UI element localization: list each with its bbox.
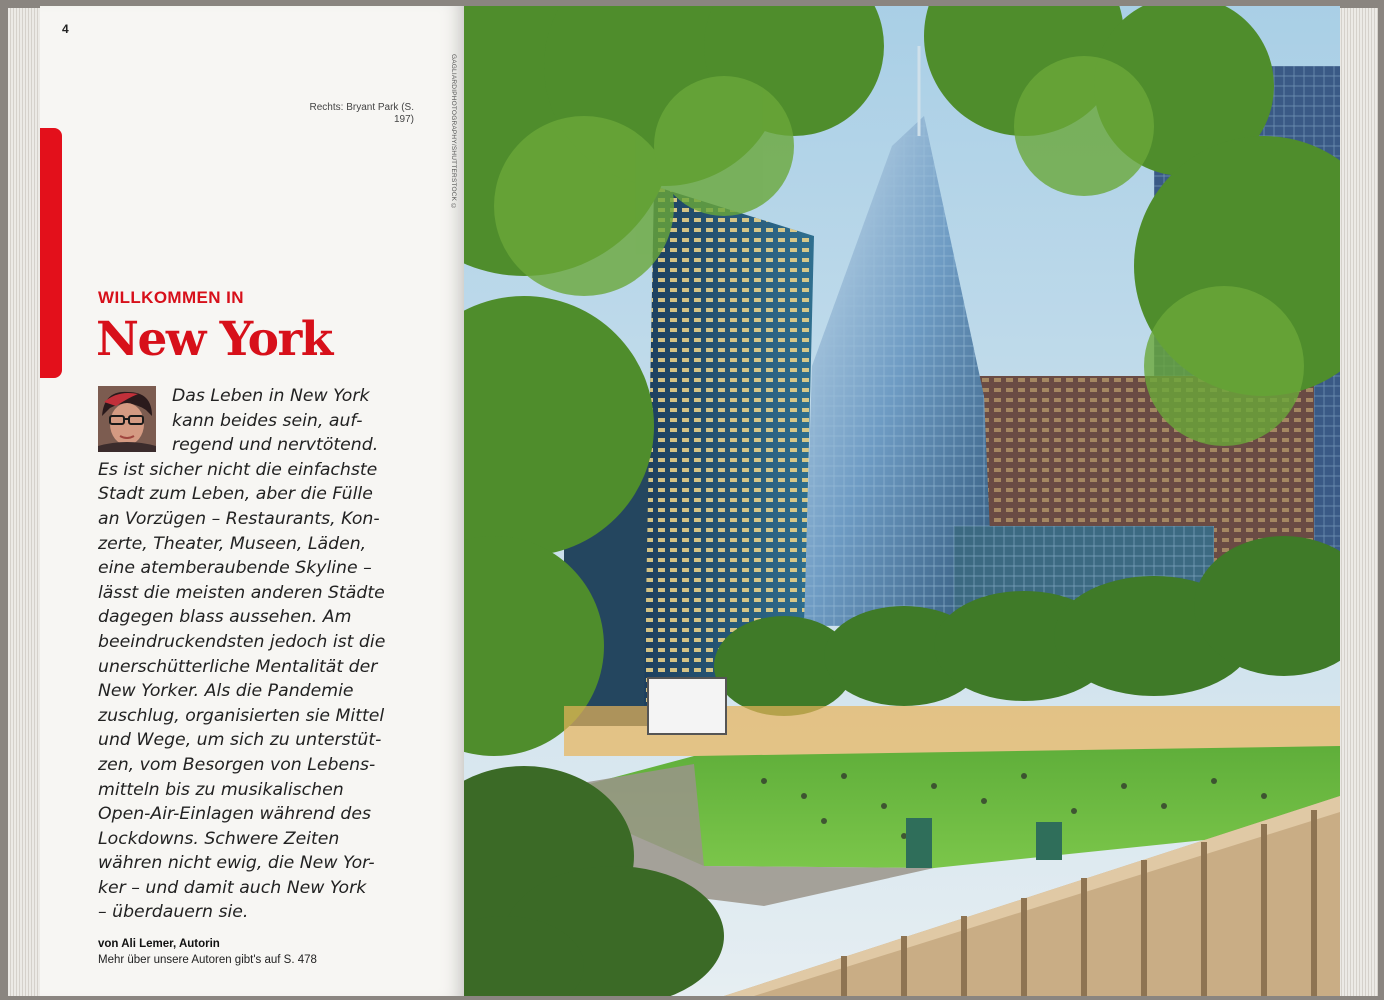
intro-line: dagegen blass aussehen. Am — [98, 607, 352, 628]
intro-line: beeindruckendsten jedoch ist die — [98, 631, 386, 652]
city-title: New York — [96, 312, 332, 367]
intro-line: währen nicht ewig, die New Yor- — [98, 853, 375, 874]
intro-line: an Vorzügen – Restaurants, Kon- — [98, 508, 380, 529]
chapter-tab — [40, 128, 62, 378]
intro-line: ker – und damit auch New York — [98, 877, 367, 898]
welcome-kicker: WILLKOMMEN IN — [98, 288, 244, 307]
intro-line: zen, vom Besorgen von Lebens- — [98, 754, 376, 775]
intro-line: Open-Air-Einlagen während des — [98, 804, 371, 825]
intro-line: Das Leben in New York — [172, 386, 370, 406]
intro-line: Lockdowns. Schwere Zeiten — [98, 828, 340, 849]
intro-line: kann beides sein, auf- — [172, 410, 363, 431]
intro-line: zuschlug, organisierten sie Mittel — [98, 705, 385, 726]
intro-line: mitteln bis zu musikalischen — [98, 779, 344, 800]
author-byline: von Ali Lemer, Autorin — [98, 938, 220, 950]
intro-text — [98, 384, 423, 925]
photo-caption: Rechts: Bryant Park (S. 197) — [309, 102, 414, 125]
intro-line: unerschütterliche Mentalität der — [98, 656, 378, 677]
intro-line: lässt die meisten anderen Städte — [98, 582, 385, 603]
intro-line: – überdauern sie. — [98, 902, 249, 923]
page-number: 4 — [62, 22, 69, 36]
more-authors-note: Mehr über unsere Autoren gibt's auf S. 478 — [98, 954, 317, 966]
intro-line: zerte, Theater, Museen, Läden, — [98, 533, 367, 554]
photo-credit: GAGLIARDIPHOTOGRAPHY/SHUTTERSTOCK © — [450, 54, 457, 211]
bryant-park-photo — [464, 6, 1340, 996]
intro-line: eine atemberaubende Skyline – — [98, 558, 372, 579]
left-page — [40, 6, 464, 996]
intro-line: und Wege, um sich zu unterstüt- — [98, 730, 382, 751]
intro-line: Stadt zum Leben, aber die Fülle — [98, 484, 373, 505]
intro-line: New Yorker. Als die Pandemie — [98, 681, 354, 702]
intro-line: regend und nervtötend. — [172, 435, 379, 456]
intro-line: Es ist sicher nicht die einfachste — [98, 459, 378, 480]
